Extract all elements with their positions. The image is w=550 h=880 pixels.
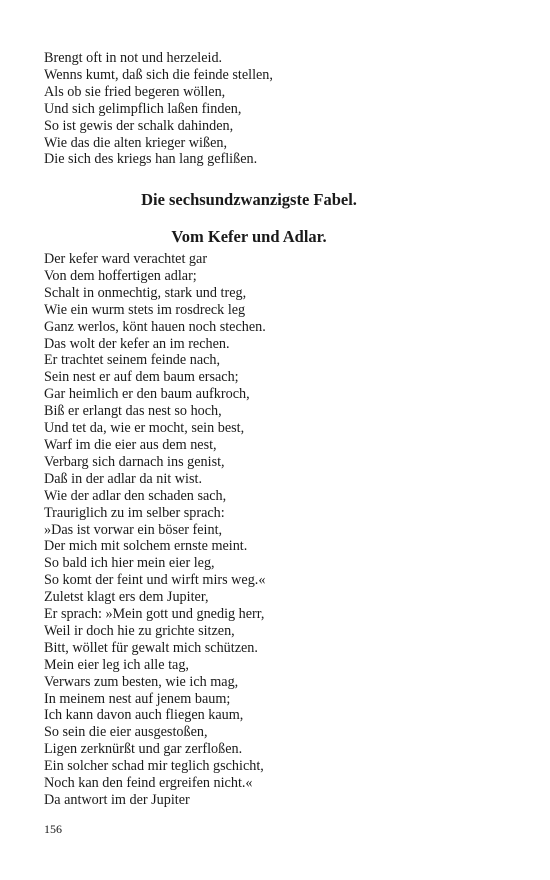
verse-line: Er sprach: »Mein gott und gnedig herr, <box>44 606 265 623</box>
page-number: 156 <box>44 822 62 836</box>
verse-line: Ein solcher schad mir teglich gschicht, <box>44 758 264 775</box>
verse-line: Trauriglich zu im selber sprach: <box>44 504 225 521</box>
verse-line: Daß in der adlar da nit wist. <box>44 470 202 487</box>
verse-line: Brengt oft in not und herzeleid. <box>44 50 223 66</box>
verse-line: Weil ir doch hie zu grichte sitzen, <box>44 622 235 639</box>
verse-line: Noch kan den feind ergreifen nicht.« <box>44 775 253 792</box>
verse-line: »Das ist vorwar ein böser feint, <box>44 521 223 538</box>
verse-line: Schalt in onmechtig, stark und treg, <box>44 284 247 301</box>
verse-line: Ich kann davon auch fliegen kaum, <box>44 707 244 724</box>
verse-line: Bitt, wöllet für gewalt mich schützen. <box>44 639 258 656</box>
verse-line: Das wolt der kefer an im rechen. <box>44 335 230 352</box>
verse-line: Von dem hoffertigen adlar; <box>44 267 197 284</box>
verse-line: Wie das die alten krieger wißen, <box>44 134 228 151</box>
verse-line: Wie ein wurm stets im rosdreck leg <box>44 301 246 318</box>
verse-line: Biß er erlangt das nest so hoch, <box>44 403 222 420</box>
verse-line: Mein eier leg ich alle tag, <box>44 656 189 673</box>
verse-line: Warf im die eier aus dem nest, <box>44 436 217 453</box>
verse-line: Ganz werlos, könt hauen noch stechen. <box>44 318 266 335</box>
fable-title: Vom Kefer und Adlar. <box>171 227 327 246</box>
verse-line: Er trachtet seinem feinde nach, <box>44 352 221 369</box>
verse-line: Wenns kumt, daß sich die feinde stellen, <box>44 66 273 83</box>
verse-line: Der kefer ward verachtet gar <box>44 251 208 267</box>
verse-line: So sein die eier ausgestoßen, <box>44 724 208 741</box>
verse-line: Der mich mit solchem ernste meint. <box>44 538 248 555</box>
verse-line: Die sich des kriegs han lang geflißen. <box>44 151 258 168</box>
preceding-fable-ending <box>44 50 514 168</box>
verse-line: Und sich gelimpflich laßen finden, <box>44 100 242 117</box>
verse-line: Ligen zerknürßt und gar zerfloßen. <box>44 741 243 758</box>
verse-line: In meinem nest auf jenem baum; <box>44 690 231 707</box>
fable-verse <box>44 251 514 809</box>
verse-line: So ist gewis der schalk dahinden, <box>44 117 234 134</box>
verse-line: Verwars zum besten, wie ich mag, <box>44 673 239 690</box>
verse-line: Wie der adlar den schaden sach, <box>44 487 227 504</box>
verse-line: Sein nest er auf dem baum ersach; <box>44 369 239 386</box>
verse-line: So komt der feint und wirft mirs weg.« <box>44 572 266 589</box>
fable-number-heading: Die sechsundzwanzigste Fabel. <box>141 190 357 209</box>
verse-line: Da antwort im der Jupiter <box>44 792 190 808</box>
verse-line: Zuletst klagt ers dem Jupiter, <box>44 589 209 606</box>
verse-line: Und tet da, wie er mocht, sein best, <box>44 420 245 437</box>
verse-line: Gar heimlich er den baum aufkroch, <box>44 386 250 403</box>
verse-line: Verbarg sich darnach ins genist, <box>44 453 225 470</box>
verse-line: So bald ich hier mein eier leg, <box>44 555 215 572</box>
verse-line: Als ob sie fried begeren wöllen, <box>44 83 226 100</box>
